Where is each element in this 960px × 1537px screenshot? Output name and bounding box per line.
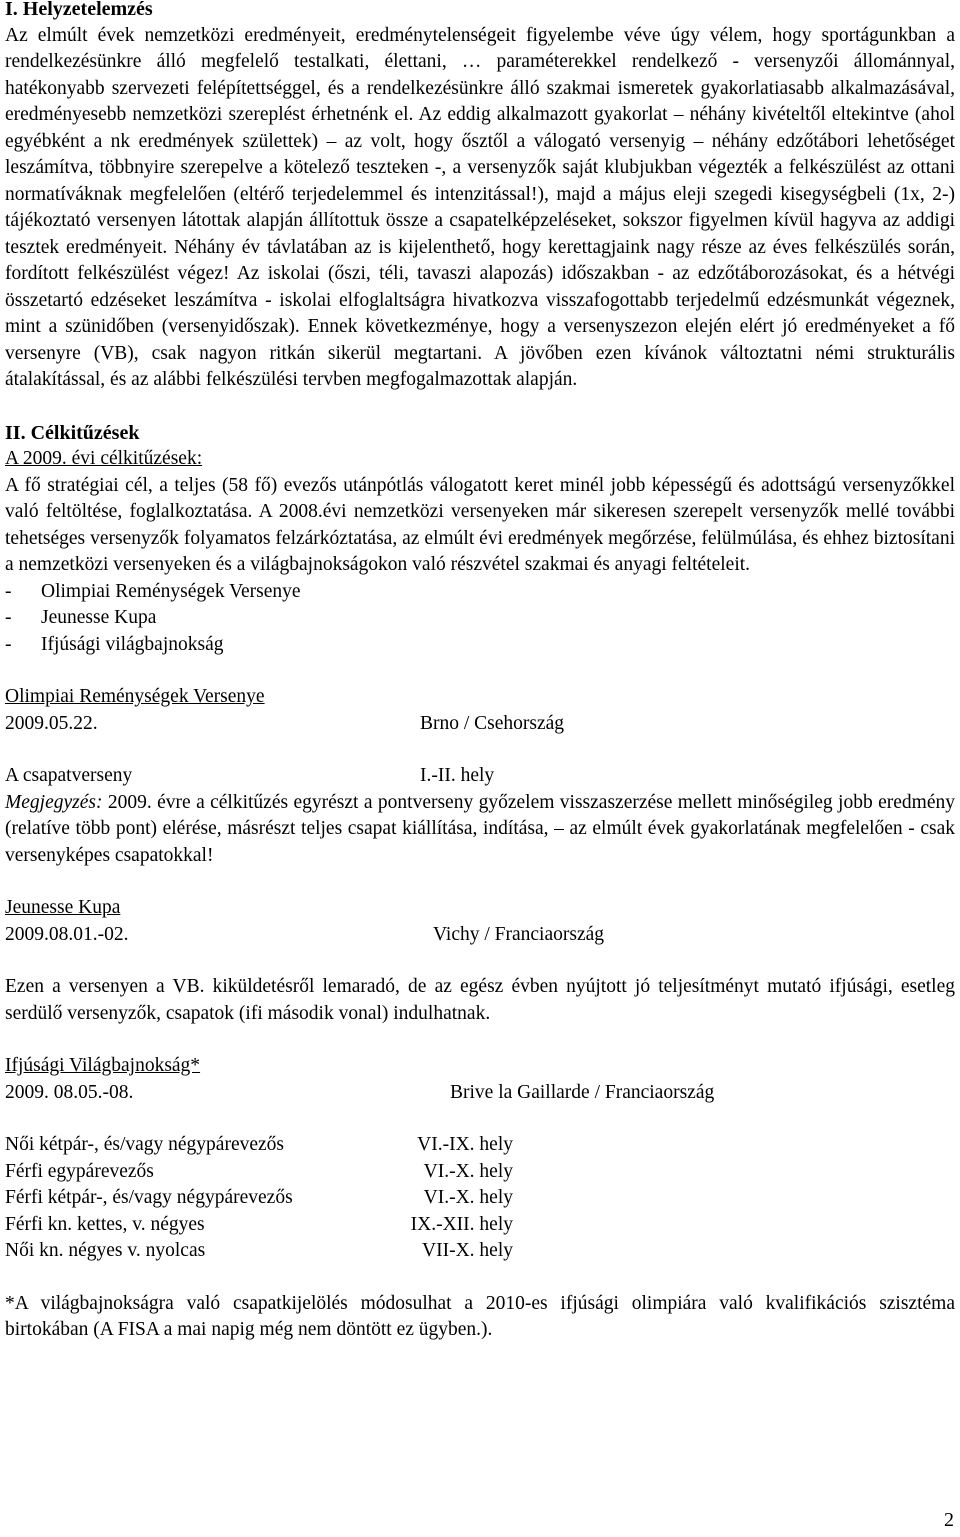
- ivb-category: Női kn. négyes v. nyolcas: [5, 1240, 206, 1261]
- orv-location: Brno / Csehország: [420, 712, 565, 734]
- page-number: 2: [944, 1508, 954, 1531]
- section-1-title: I. Helyzetelemzés: [5, 0, 153, 20]
- goal-list-item-label: Olimpiai Reménységek Versenye: [41, 580, 301, 602]
- ivb-date-location-row: [5, 1080, 955, 1107]
- goal-list-item-label: Ifjúsági világbajnokság: [41, 633, 224, 655]
- ivb-category: Férfi kétpár-, és/vagy négypárevezős: [5, 1187, 293, 1208]
- orv-title: Olimpiai Reménységek Versenye: [5, 686, 265, 707]
- jeunesse-title: Jeunesse Kupa: [5, 897, 121, 918]
- orv-note: [5, 790, 955, 870]
- orv-note-label: Megjegyzés:: [5, 791, 103, 813]
- ivb-result-row: [5, 1159, 955, 1186]
- ivb-place: VI.-IX. hely: [417, 1134, 513, 1155]
- section-1-paragraph: Az elmúlt évek nemzetközi eredményeit, eredménytelenségeit figyelembe véve úgy vélem, hogy sportágunkban a rendelkezésünkre álló megfelelő testalkati, élettani, … paraméterekkel rendelkező - versenyzői állománnyal, hatékonyabb szervezeti felépítettséggel, és a rendelkezésünkre álló szakmai ismeretek gyakorlatiasabb alkalmazásával, eredményesebb nemzetközi szereplést érhetnénk el. Az eddig alkalmazott gyakorlat – néhány kivételtől eltekintve (ahol egyébként a nk eredmények születtek) – az volt, hogy ősztől a válogató versenyig – néhány edzőtábori lehetőséget leszámítva, többnyire szerepelve a kötelező teszteken -, a versenyzők saját klubjukban végezték a felkészülést az ottani normatíváknak megfelelően (eltérő terjedelemmel és intenzitással!), majd a május eleji szegedi kisegységbeli (1x, 2-) tájékoztató versenyen látottak alapján állítottuk össze a csapatelképzeléseket, sokszor figyelmen kívül hagyva az addigi tesztek eredményeit. Néhány év távlatában az is kijelenthető, hogy kerettagjaink nagy része az éves felkészülés során, fordított felkészülést végez! Az iskolai (őszi, téli, tavaszi alapozás) időszakban - az edzőtáborozásokat, és a hétvégi összetartó edzéseket leszámítva - iskolai elfoglaltságra hivatkozva visszafogottabb terjedelmű edzésmunkát végeznek, mint a szünidőben (versenyidőszak). Ennek következménye, hogy a versenyszezon elején elért jó eredményeket a fő versenyre (VB), csak nagyon ritkán sikerül megtartani. A jövőben ezen kívánok változtatni némi strukturális átalakítással, és az alábbi felkészülési tervben megfogalmazottak alapján.: [5, 24, 955, 390]
- orv-result: I.-II. hely: [420, 765, 495, 786]
- orv-date: 2009.05.22.: [5, 712, 98, 734]
- jeunesse-paragraph: Ezen a versenyen a VB. kiküldetésről lemaradó, de az egész évben nyújtott jó teljesítményt mutató ifjúsági, esetleg serdülő versenyzők, csapatok (ifi második vonal) indulhatnak.: [5, 976, 955, 1024]
- jeunesse-date: 2009.08.01.-02.: [5, 923, 129, 945]
- ivb-place: IX.-XII. hely: [410, 1213, 513, 1235]
- jeunesse-date-location-row: [5, 922, 955, 949]
- goal-list-item: - Olimpiai Reménységek Versenye: [5, 580, 301, 602]
- document-page: [5, 0, 955, 1344]
- ivb-date: 2009. 08.05.-08.: [5, 1081, 134, 1103]
- orv-note-text: 2009. évre a célkitűzés egyrészt a pontverseny győzelem visszaszerzése mellett minőségileg jobb eredmény (relatíve több pont) elérése, másrészt teljes csapat kiállítása, indítása, – az elmúlt évek gyakorlatának megfelelően - csak versenyképes csapatokkal!: [5, 791, 955, 866]
- ivb-category: Férfi egypárevezős: [5, 1160, 154, 1182]
- ivb-location: Brive la Gaillarde / Franciaország: [450, 1081, 715, 1103]
- ivb-result-row: [5, 1238, 955, 1265]
- ivb-category: Férfi kn. kettes, v. négyes: [5, 1213, 205, 1235]
- ivb-footnote: *A világbajnokságra való csapatkijelölés módosulhat a 2010-es ifjúsági olimpiára való kvalifikációs szisztéma birtokában (A FISA a mai napig még nem döntött ez ügyben.).: [5, 1292, 955, 1340]
- section-2-subtitle: A 2009. évi célkitűzések:: [5, 448, 203, 469]
- ivb-place: VII-X. hely: [422, 1240, 513, 1261]
- section-2-title: II. Célkitűzések: [5, 421, 140, 444]
- ivb-result-row: [5, 1212, 955, 1239]
- ivb-title: Ifjúsági Világbajnokság*: [5, 1055, 201, 1076]
- ivb-result-row: [5, 1132, 955, 1159]
- ivb-category: Női kétpár-, és/vagy négypárevezős: [5, 1134, 284, 1155]
- goal-list-item-label: Jeunesse Kupa: [41, 607, 157, 628]
- ivb-result-row: [5, 1185, 955, 1212]
- jeunesse-location: Vichy / Franciaország: [433, 923, 605, 945]
- section-2-paragraph: A fő stratégiai cél, a teljes (58 fő) evezős utánpótlás válogatott keret minél jobb képességű és adottságú versenyzőkkel való feltöltése, foglalkoztatása. A 2008.évi nemzetközi versenyeken már sikeresen szerepelt versenyzők mellé további tehetséges versenyzők folyamatos felzárkóztatása, az elmúlt évi eredmények megőrzése, felülmúlása, és ehhez biztosítani a nemzetközi versenyeken és a világbajnokságokon való részvétel szakmai és anyagi feltételeit.: [5, 474, 955, 575]
- orv-event: A csapatverseny: [5, 765, 133, 786]
- orv-result-row: [5, 763, 955, 790]
- goal-list-item: - Jeunesse Kupa: [5, 607, 157, 628]
- goal-list-item: - Ifjúsági világbajnokság: [5, 633, 224, 655]
- ivb-place: VI.-X. hely: [423, 1187, 513, 1208]
- ivb-place: VI.-X. hely: [423, 1160, 513, 1182]
- orv-date-location-row: [5, 711, 955, 738]
